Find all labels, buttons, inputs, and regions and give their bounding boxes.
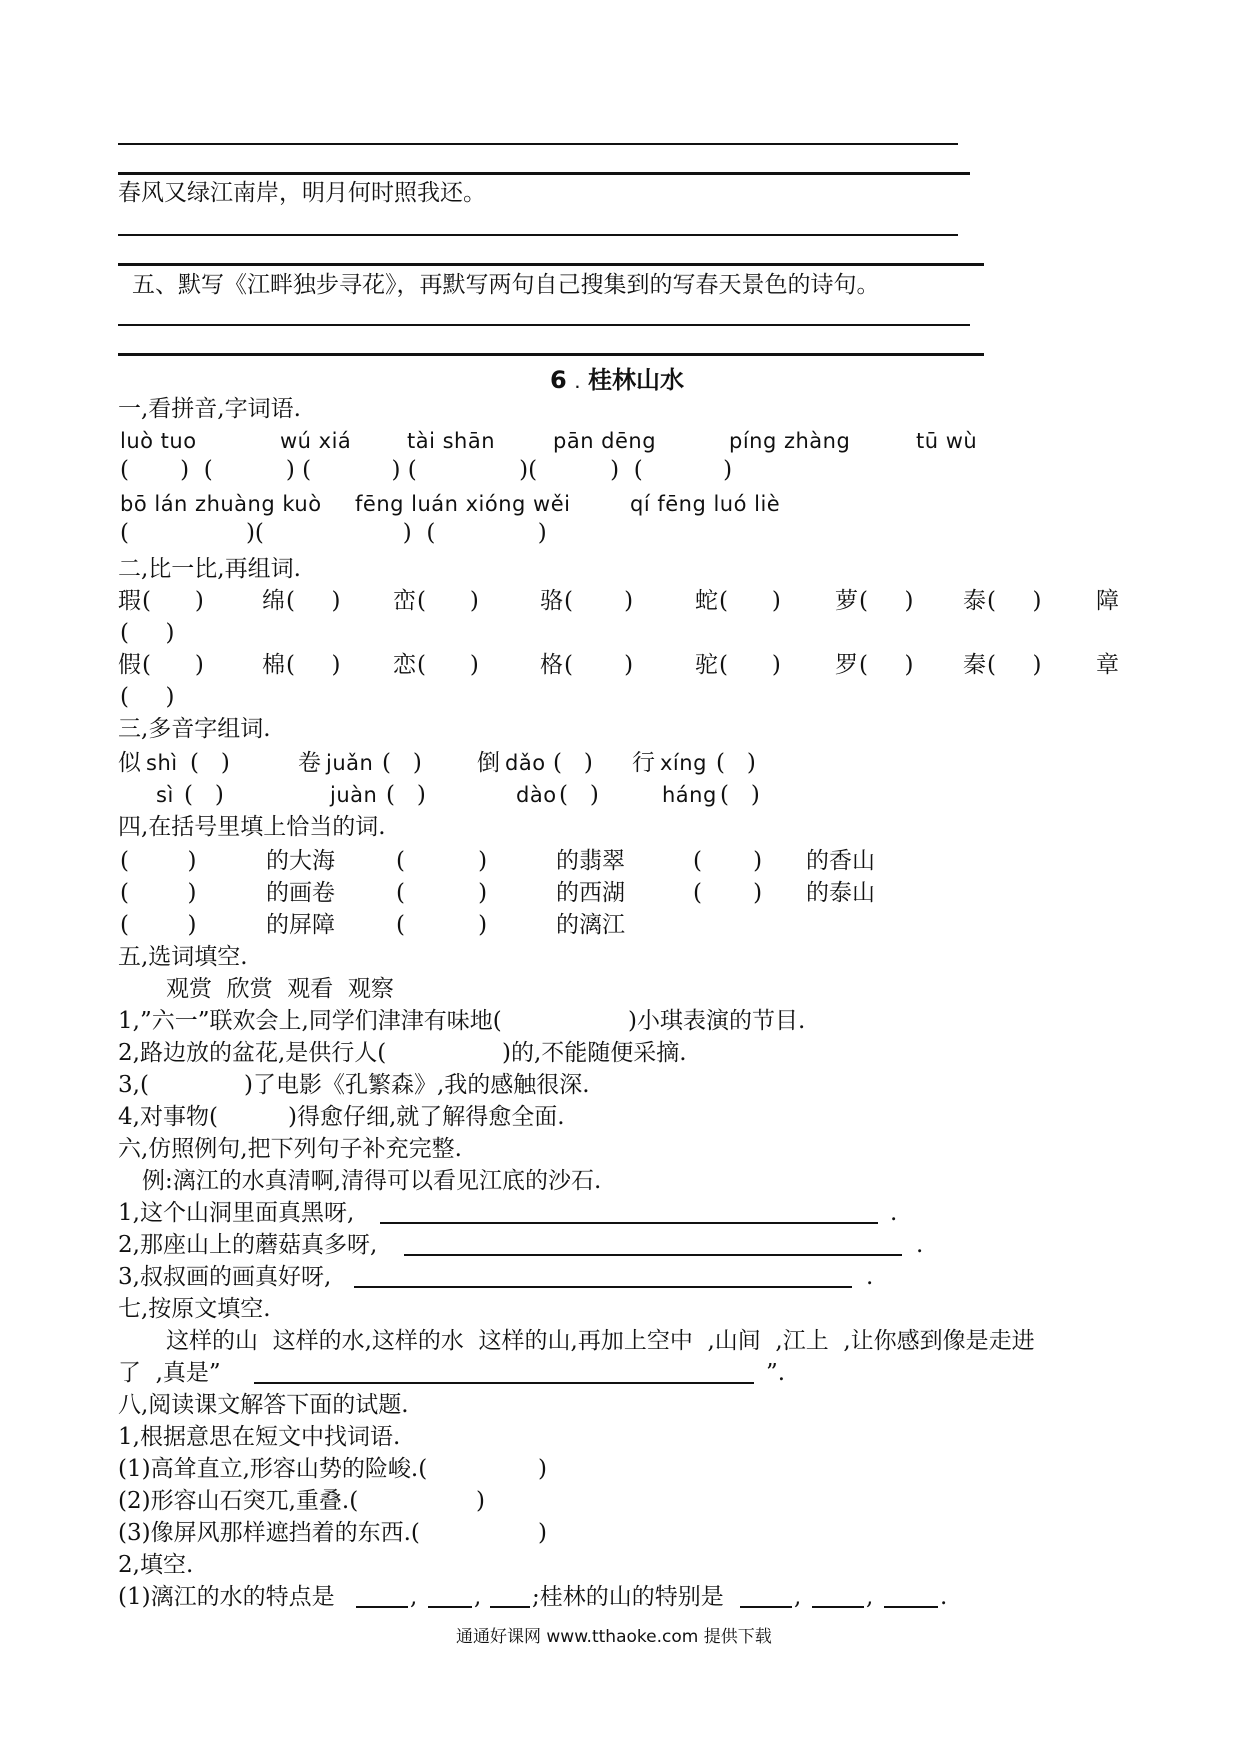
question-text: )的,不能随便采摘. [502, 1040, 687, 1066]
answer-underline [380, 1222, 878, 1224]
comma: , [410, 1584, 418, 1610]
question-text: (1)漓江的水的特点是 [118, 1584, 335, 1610]
compare-char: 骆 [540, 588, 563, 614]
comma: , [866, 1584, 874, 1610]
answer-underline [356, 1606, 408, 1608]
pinyin-item: tū wù [916, 429, 978, 453]
answer-brackets: ( ) [859, 588, 914, 614]
section-3-heading: 三,多音字组词. [118, 716, 271, 742]
polyphone-char: 行 [632, 750, 655, 776]
period: . [940, 1584, 948, 1610]
pinyin-item: shì [146, 751, 178, 775]
question-text: 4,对事物( [118, 1104, 218, 1130]
passage-text: ”. [766, 1360, 786, 1386]
section-1-heading: 一,看拼音,字词语. [118, 396, 301, 422]
pinyin-item: luò tuo [120, 429, 197, 453]
bracket-close: ) [538, 1456, 547, 1482]
pinyin-item: qí fēng luó liè [630, 492, 781, 516]
answer-brackets: ( ) [693, 880, 763, 906]
question-text: 3,叔叔画的画真好呀, [118, 1264, 332, 1290]
polyphone-char: 倒 [477, 750, 500, 776]
answer-underline [490, 1606, 530, 1608]
answer-brackets: ( ) [396, 880, 488, 906]
writing-line [118, 324, 970, 326]
answer-brackets: ( ) [396, 848, 488, 874]
answer-underline [254, 1382, 754, 1384]
fill-item: 的屏障 [266, 912, 335, 938]
lesson-title: 6 . 桂林山水 [550, 366, 684, 394]
pinyin-item: sì [156, 783, 174, 807]
question-text: (3)像屏风那样遮挡着的东西.( [118, 1520, 420, 1546]
sub-heading: 2,填空. [118, 1552, 194, 1578]
writing-line [118, 172, 970, 175]
question-text: (2)形容山石突兀,重叠.( [118, 1488, 359, 1514]
fill-item: 的翡翠 [556, 848, 625, 874]
answer-brackets: ( ) [417, 588, 479, 614]
polyphone-char: 卷 [298, 750, 321, 776]
sub-heading: 1,根据意思在短文中找词语. [118, 1424, 401, 1450]
pinyin-item: tài shān [407, 429, 496, 453]
section-6-heading: 六,仿照例句,把下列句子补充完整. [118, 1136, 462, 1162]
section-4-heading: 四,在括号里填上恰当的词. [118, 814, 386, 840]
answer-brackets: ( ) [859, 652, 914, 678]
poem-line: 春风又绿江南岸，明月何时照我还。 [118, 180, 486, 206]
question-text: )得愈仔细,就了解得愈全面. [288, 1104, 565, 1130]
answer-underline [812, 1606, 864, 1608]
compare-char: 瑕 [118, 588, 141, 614]
answer-brackets: ( ) [720, 782, 760, 808]
passage-text: 了 ,真是” [118, 1360, 221, 1386]
compare-char: 蛇 [695, 588, 718, 614]
answer-brackets: ( ) [719, 652, 781, 678]
question-text: )了电影《孔繁森》,我的感触很深. [244, 1072, 590, 1098]
passage-text: 这样的山 这样的水,这样的水 这样的山,再加上空中 ,山间 ,江上 ,让你感到像是走进 [166, 1328, 1035, 1354]
comma: , [794, 1584, 802, 1610]
answer-brackets: ( ) [120, 848, 197, 874]
answer-brackets: ( ) [719, 588, 781, 614]
answer-brackets: ( ) [693, 848, 763, 874]
writing-line [118, 353, 984, 356]
pinyin-item: píng zhàng [729, 429, 851, 453]
answer-brackets: ( ) [564, 652, 634, 678]
answer-underline [884, 1606, 938, 1608]
answer-brackets: ( ) [120, 620, 175, 646]
section-2-heading: 二,比一比,再组词. [118, 556, 301, 582]
compare-char: 秦 [963, 652, 986, 678]
bracket-close: ) [476, 1488, 485, 1514]
period: . [916, 1232, 924, 1258]
lesson-name: 桂林山水 [587, 366, 684, 394]
answer-brackets: ( )( ) ( ) [120, 520, 547, 546]
section-8-heading: 八,阅读课文解答下面的试题. [118, 1392, 409, 1418]
pinyin-item: wú xiá [280, 429, 352, 453]
question-text: 3,( [118, 1072, 149, 1098]
compare-char: 假 [118, 652, 141, 678]
word-choices: 观赏 欣赏 观看 观察 [166, 976, 394, 1002]
compare-char: 驼 [695, 652, 718, 678]
fill-item: 的大海 [266, 848, 335, 874]
pinyin-item: juǎn [326, 751, 374, 775]
answer-brackets: ( ) [553, 750, 593, 776]
answer-brackets: ( ) ( ) ( ) ( )( ) ( ) [120, 457, 733, 483]
answer-brackets: ( ) [190, 750, 230, 776]
compare-char: 障 [1096, 588, 1119, 614]
answer-brackets: ( ) [120, 912, 197, 938]
answer-brackets: ( ) [559, 782, 599, 808]
pinyin-item: háng [662, 783, 717, 807]
compare-char: 泰 [963, 588, 986, 614]
pinyin-item: bō lán zhuàng kuò [120, 492, 322, 516]
answer-brackets: ( ) [120, 880, 197, 906]
section-7-heading: 七,按原文填空. [118, 1296, 271, 1322]
section-5-heading: 五,选词填空. [118, 944, 248, 970]
compare-char: 棉 [262, 652, 285, 678]
answer-brackets: ( ) [396, 912, 488, 938]
compare-char: 萝 [835, 588, 858, 614]
pinyin-item: pān dēng [553, 429, 657, 453]
answer-underline [740, 1606, 792, 1608]
answer-brackets: ( ) [120, 684, 175, 710]
fill-item: 的香山 [806, 848, 875, 874]
question-text: ;桂林的山的特别是 [532, 1584, 724, 1610]
compare-char: 罗 [835, 652, 858, 678]
pinyin-item: juàn [330, 783, 378, 807]
pinyin-item: dào [516, 783, 557, 807]
writing-line [118, 143, 958, 145]
question-text: 2,那座山上的蘑菇真多呀, [118, 1232, 378, 1258]
pinyin-item: xíng [660, 751, 707, 775]
answer-brackets: ( ) [286, 588, 341, 614]
fill-item: 的西湖 [556, 880, 625, 906]
compare-char: 格 [540, 652, 563, 678]
answer-brackets: ( ) [142, 588, 204, 614]
answer-underline [354, 1286, 852, 1288]
fill-item: 的泰山 [806, 880, 875, 906]
answer-brackets: ( ) [184, 782, 224, 808]
answer-brackets: ( ) [417, 652, 479, 678]
question-text: 1,”六一”联欢会上,同学们津津有味地( [118, 1008, 502, 1034]
pinyin-item: fēng luán xióng wěi [355, 492, 571, 516]
answer-brackets: ( ) [286, 652, 341, 678]
task-5-heading: 五、默写《江畔独步寻花》，再默写两句自己搜集到的写春天景色的诗句。 [132, 272, 880, 298]
fill-item: 的漓江 [556, 912, 625, 938]
answer-underline [404, 1254, 902, 1256]
question-text: 2,路边放的盆花,是供行人( [118, 1040, 387, 1066]
pinyin-item: dǎo [505, 751, 546, 775]
answer-brackets: ( ) [987, 588, 1042, 614]
polyphone-char: 似 [118, 750, 141, 776]
answer-brackets: ( ) [716, 750, 756, 776]
writing-line [118, 234, 958, 236]
question-text: (1)高耸直立,形容山势的险峻.( [118, 1456, 428, 1482]
bracket-close: ) [538, 1520, 547, 1546]
lesson-number: 6 [550, 366, 567, 394]
answer-underline [428, 1606, 472, 1608]
question-text: )小琪表演的节目. [628, 1008, 806, 1034]
compare-char: 峦 [393, 588, 416, 614]
compare-char: 绵 [262, 588, 285, 614]
period: . [866, 1264, 874, 1290]
answer-brackets: ( ) [386, 782, 426, 808]
question-text: 1,这个山洞里面真黑呀, [118, 1200, 355, 1226]
answer-brackets: ( ) [564, 588, 634, 614]
answer-brackets: ( ) [142, 652, 204, 678]
compare-char: 章 [1096, 652, 1119, 678]
comma: , [474, 1584, 482, 1610]
page-footer: 通通好课网 www.tthaoke.com 提供下载 [456, 1627, 772, 1647]
answer-brackets: ( ) [987, 652, 1042, 678]
compare-char: 恋 [393, 652, 416, 678]
fill-item: 的画卷 [266, 880, 335, 906]
period: . [890, 1200, 898, 1226]
writing-line [118, 263, 984, 266]
answer-brackets: ( ) [382, 750, 422, 776]
example-sentence: 例:漓江的水真清啊,清得可以看见江底的沙石. [142, 1168, 602, 1194]
